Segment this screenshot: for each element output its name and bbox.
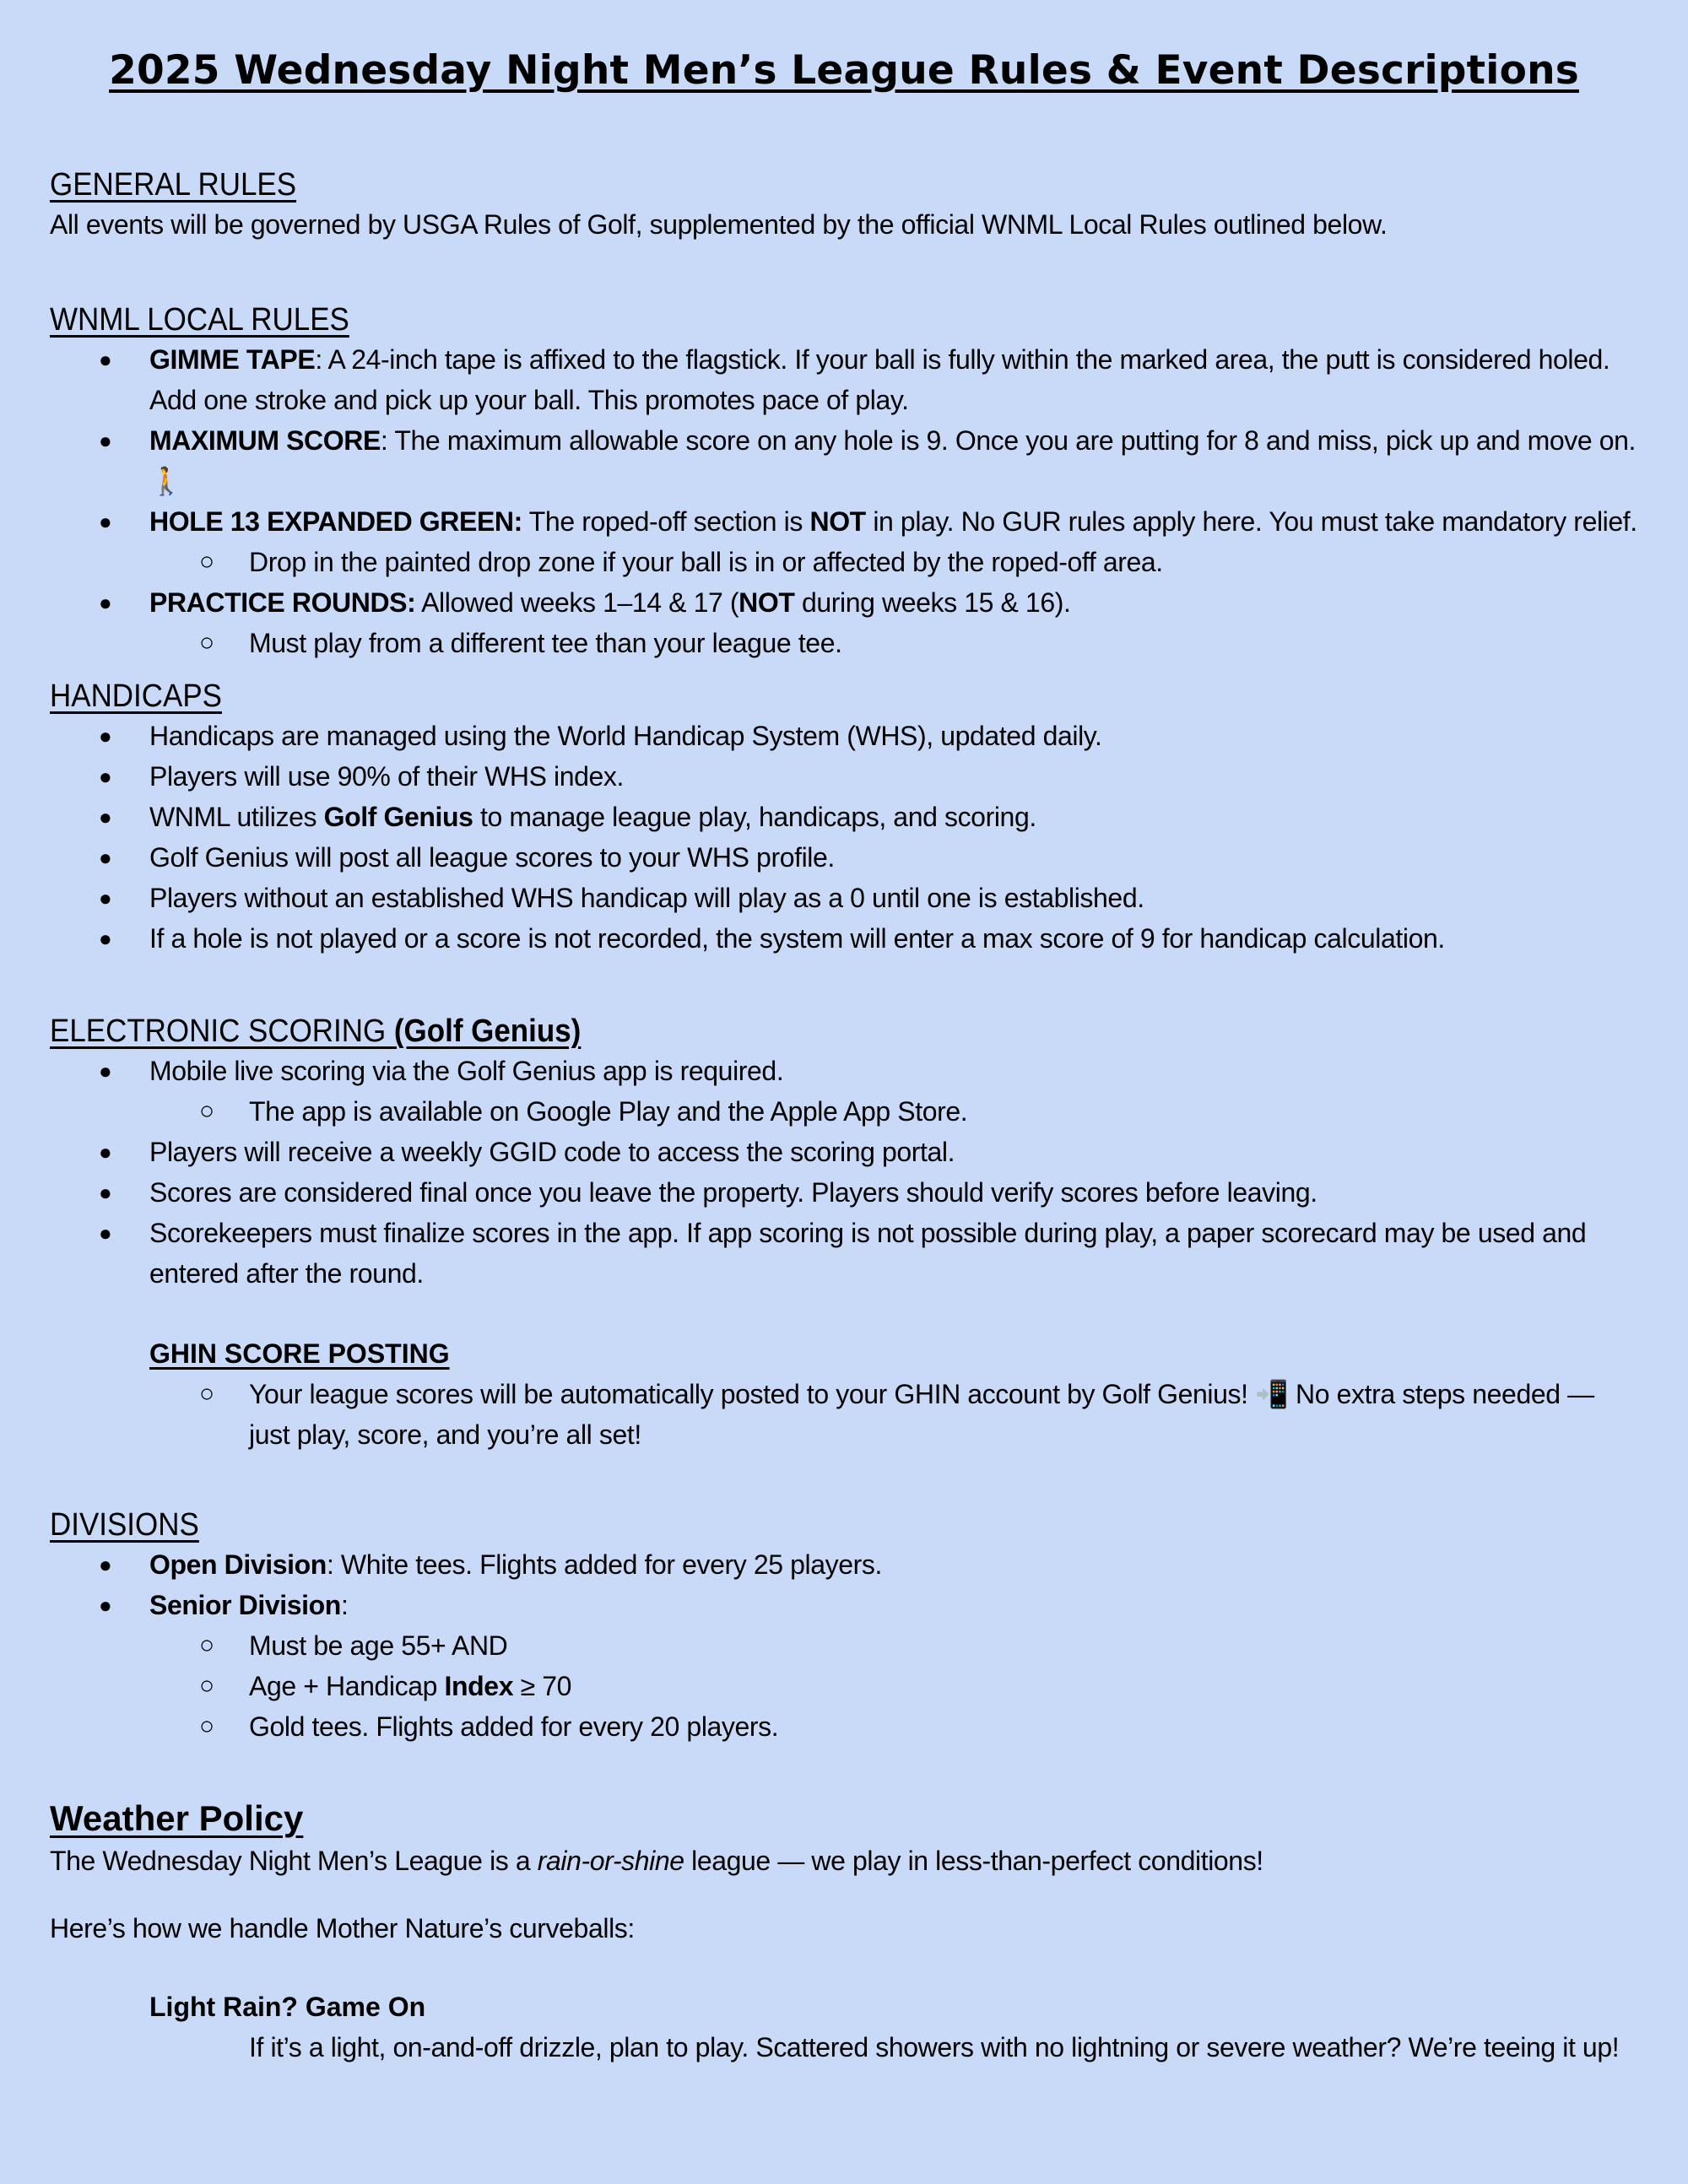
handicaps-list bbox=[50, 716, 1639, 959]
handicaps-heading: HANDICAPS bbox=[50, 678, 222, 714]
list-item: ● Players will receive a weekly GGID code to access the scoring portal. bbox=[50, 1132, 1639, 1172]
list-item-hole13: ● HOLE 13 EXPANDED GREEN: The roped-off section is NOT in play. No GUR rules apply here. You must take mandatory relief. bbox=[50, 501, 1639, 542]
list-item-practice: ● PRACTICE ROUNDS: Allowed weeks 1–14 & 17 (NOT during weeks 15 & 16). bbox=[50, 582, 1639, 623]
ghin-heading: GHIN SCORE POSTING bbox=[149, 1338, 450, 1369]
weather-intro: The Wednesday Night Men’s League is a rain-or-shine league — we play in less-than-perfect conditions! bbox=[50, 1846, 1263, 1876]
list-subitem-practice: ○ Must play from a different tee than your league tee. bbox=[50, 623, 1639, 663]
list-subitem: ○ The app is available on Google Play and the Apple App Store. bbox=[50, 1091, 1639, 1132]
general-rules-text: All events will be governed by USGA Rules of Golf, supplemented by the official WNML Local Rules outlined below. bbox=[50, 209, 1388, 240]
list-item: ● Scores are considered final once you leave the property. Players should verify scores before leaving. bbox=[50, 1172, 1639, 1213]
list-item: ● Players without an established WHS handicap will play as a 0 until one is established. bbox=[50, 878, 1639, 918]
list-item-senior-division: ● Senior Division: bbox=[50, 1585, 1639, 1625]
weather-handle-text: Here’s how we handle Mother Nature’s curveballs: bbox=[50, 1913, 635, 1943]
weather-policy-heading: Weather Policy bbox=[50, 1798, 304, 1838]
list-subitem-hole13: ○ Drop in the painted drop zone if your ball is in or affected by the roped-off area. bbox=[50, 542, 1639, 582]
divisions-heading: DIVISIONS bbox=[50, 1507, 199, 1543]
list-subitem: ○ Age + Handicap Index ≥ 70 bbox=[50, 1666, 1639, 1706]
list-subitem: ○ Must be age 55+ AND bbox=[50, 1625, 1639, 1666]
electronic-scoring-section bbox=[50, 1012, 1639, 1455]
ghin-list bbox=[50, 1374, 1639, 1455]
electronic-scoring-list bbox=[50, 1051, 1639, 1294]
list-item: ● Handicaps are managed using the World Handicap System (WHS), updated daily. bbox=[50, 716, 1639, 756]
local-rules-list bbox=[50, 339, 1639, 663]
list-item: ● Mobile live scoring via the Golf Genius app is required. bbox=[50, 1051, 1639, 1091]
list-item: ● Scorekeepers must finalize scores in the app. If app scoring is not possible during play, a paper scorecard may be used and entered after the round. bbox=[50, 1213, 1639, 1294]
list-subitem: ○ Gold tees. Flights added for every 20 players. bbox=[50, 1706, 1639, 1747]
list-item-max-score: ● MAXIMUM SCORE: The maximum allowable score on any hole is 9. Once you are putting for 8 and miss, pick up and move on. 🚶 bbox=[50, 420, 1639, 501]
local-rules-section bbox=[50, 300, 1639, 663]
list-item-open-division: ● Open Division: White tees. Flights added for every 25 players. bbox=[50, 1544, 1639, 1585]
weather-policy-section bbox=[50, 1797, 1639, 2068]
handicaps-section bbox=[50, 677, 1639, 959]
general-rules-section bbox=[50, 165, 1639, 245]
list-item: ○ Your league scores will be automatically posted to your GHIN account by Golf Genius! 📲 No extra steps needed — just play, score, and you’re all set! bbox=[50, 1374, 1639, 1455]
list-item: ● WNML utilizes Golf Genius to manage league play, handicaps, and scoring. bbox=[50, 797, 1639, 837]
light-rain-text: If it’s a light, on-and-off drizzle, plan to play. Scattered showers with no lightning or severe weather? We’re teeing it up! bbox=[249, 2032, 1620, 2062]
page-title: 2025 Wednesday Night Men’s League Rules & Event Descriptions bbox=[109, 47, 1579, 94]
list-item: ● Golf Genius will post all league scores to your WHS profile. bbox=[50, 837, 1639, 878]
electronic-scoring-heading: ELECTRONIC SCORING (Golf Genius) bbox=[50, 1014, 582, 1049]
general-rules-heading: GENERAL RULES bbox=[50, 167, 297, 203]
divisions-section bbox=[50, 1506, 1639, 1747]
list-item: ● Players will use 90% of their WHS index. bbox=[50, 756, 1639, 797]
local-rules-heading: WNML LOCAL RULES bbox=[50, 302, 349, 338]
list-item-gimme: ● GIMME TAPE: A 24-inch tape is affixed to the flagstick. If your ball is fully within the marked area, the putt is considered holed. Add one stroke and pick up your ball. This promotes pace of play. bbox=[50, 339, 1639, 420]
list-item: ● If a hole is not played or a score is not recorded, the system will enter a max score of 9 for handicap calculation. bbox=[50, 918, 1639, 959]
divisions-list bbox=[50, 1544, 1639, 1747]
light-rain-heading: Light Rain? Game On bbox=[149, 1992, 426, 2022]
